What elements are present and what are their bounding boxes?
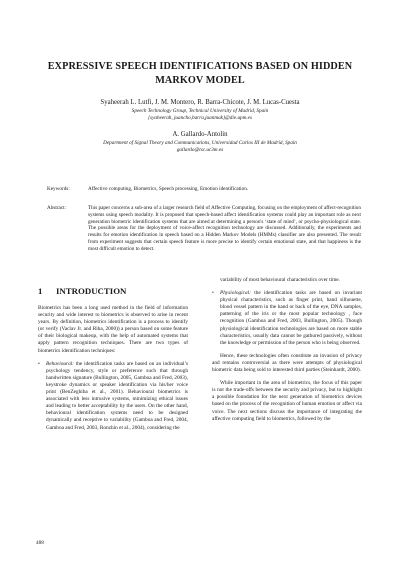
right-column — [212, 277, 362, 429]
affiliation-2 — [40, 140, 360, 153]
section-heading — [38, 286, 188, 297]
continued-text: variability of most behavioural characteristics over time. — [220, 277, 340, 283]
bullet-term: Physiological: — [220, 290, 251, 297]
title-line-2: MARKOV MODEL — [155, 75, 245, 86]
affiliation-1 — [40, 108, 360, 121]
intro-paragraph-1: Biometrics has been a long used method in the field of information security and wide interest to biometrics is observed to arise in recent years. By definition, biometrics identification is a process to identify (or verify (Vaclav Jr. and Riha, 2000)) a person based on some feature of their biological makeup, with the help of automated systems that apply pattern recognition techniques. There are two types of biometrics identification techniques: — [38, 305, 188, 354]
author-list-2: A. Gallardo-Antolin — [172, 131, 228, 138]
intro-paragraph-3: While important in the area of biometrics, the focus of this paper is not the trade-offs between the security and privacy, but to highlight a possible foundation for the next generation of biometrics devices based on the process of the recognition of human emotion or affect via voice. The next sections discuss the importance of integrating the affective computing field to biometrics, followed by the — [212, 380, 362, 422]
abstract-text: This paper concerns a sub-area of a larger research field of Affective Computing, focusing on the employment of affect-recognition systems using speech modality. It is proposed that speech-based affect identification systems could play an important role as next generation biometric identification systems that are aimed at determining a person's ‘state of mind’, or psycho-physiological state. The possible areas for the deployment of voice-affect recognition technology are discussed. Additionally, the experiments and results for emotion identification in speech based on a Hidden Markov Models (HMMs) classifier are also presented. The result from experiment suggests that certain speech feature is more precise to identify certain emotional state, and that happiness is the most difficult emotion to detect. — [88, 205, 361, 252]
bullet-text: the identification tasks are based on an individual’s psychology tendency, style or preference such that through handwritten signature (Bullington, 2005, Gamboa and Fred, 2003), keystroke dynamics or speaker identification via his/her voice print (BenZeghiba et al., 2001). Behavioural biometrics is associated with less intrusive systems, minimizing ethical issues and leading to better acceptability by the users. On the other hand, behavioural identification systems need to be designed dynamically and receptive to variability (Gamboa and Fred, 2004, Gamboa and Fred, 2003, Ronzhin et al., 2004), considering the — [46, 360, 188, 431]
list-item-physiological — [212, 290, 362, 347]
list-item-behavioural — [38, 361, 188, 432]
title-line-1: EXPRESSIVE SPEECH IDENTIFICATIONS BASED ON HIDDEN — [47, 61, 353, 72]
affiliation-2-org: Department of Signal Theory and Communications, Universidad Carlos III de Madrid, Spain — [103, 140, 297, 146]
bullet-term: Behavioural: — [46, 360, 74, 367]
intro-paragraph-2: Hence, these technologies often constitute an invasion of privacy and remains controversial as there were attempts of physiological biometric data being sold to interested third parties (Steinhardt, 2000). — [212, 352, 362, 374]
bullet-icon: • — [38, 360, 40, 367]
affiliation-2-email: gallardo@tsc.uc3m.es — [176, 146, 224, 153]
affiliation-1-org: Speech Technology Group, Technical University of Madrid, Spain — [131, 108, 269, 114]
keywords-label: Keywords: — [47, 186, 70, 192]
keywords-text: Affective computing, Biometrics, Speech processing, Emotion identification. — [88, 186, 249, 192]
affiliation-1-emails: {syaheerah, juancho,barra,juanmak}@die.upm.es — [147, 114, 252, 121]
paper-title — [40, 60, 360, 88]
abstract-label: Abstract: — [47, 205, 67, 211]
author-list-1: Syaheerah L. Lutfi, J. M. Montero, R. Barra-Chicote, J. M. Lucas-Cuesta — [100, 99, 300, 106]
page-number: 488 — [36, 540, 44, 546]
section-number: 1 — [38, 286, 43, 296]
bullet-icon: • — [212, 290, 214, 297]
left-column — [38, 277, 188, 438]
section-title: INTRODUCTION — [56, 286, 127, 296]
bullet-text: the identification tasks are based on invariant physical characteristics, such as finger print, hand silhouette, blood vessel pattern in the hand or back of the eye, DNA samples, patterning of the iris or the most popular technology , face recognition (Gamboa and Fred, 2003, Bullington, 2005). Though physiological identification technologies are based on more stable characteristics, usually data cannot be gathured passively, without the knowledge or permission of the person who is being observed. — [220, 290, 362, 346]
